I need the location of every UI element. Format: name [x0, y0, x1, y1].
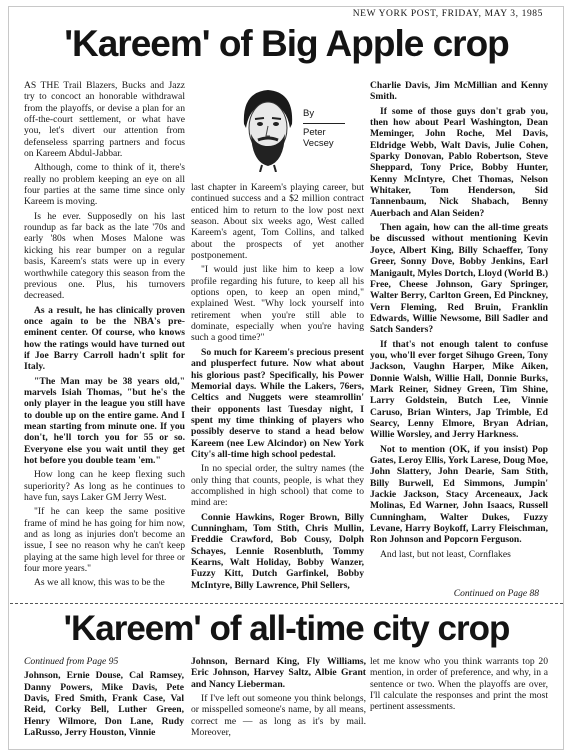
continuation-column-1 — [24, 656, 184, 741]
paragraph: As we all know, this was to be the — [34, 577, 165, 589]
continued-from-note: Continued from Page 95 — [24, 656, 119, 667]
paragraph: So much for Kareem's precious present and plusperfect future. Now what about his glorious past? Specifically, his Power Memorial days. While the Lakers, 76ers, Celtics and Nuggets were steamrollin' their opponents last Tuesday night, I spent my time thinking of players who possibly deserve to stand a head below Kareem (nee Lew Alcindor) on New York City's all-time high school pedestal. — [191, 346, 364, 460]
paragraph: If I've left out someone you think belongs, or misspelled someone's name, by all means, correct me — as long as it's by mail. Moreover, — [191, 693, 366, 739]
byline — [303, 108, 345, 150]
paragraph: "If he can keep the same positive frame of mind he has going for him now, and as long as injuries don't become an issue, I see no reason why he can't keep playing at the same high level for three or four more years." — [24, 506, 185, 575]
paragraph: As a result, he has clinically proven once again to be the NBA's pre-eminent center. Of course, who knows how the ratings would have turned out if Joe Barry Carroll hadn't split for Italy. — [24, 304, 185, 373]
article-column-2 — [191, 182, 364, 594]
paragraph: last chapter in Kareem's playing career, but continued success and a $2 million contract enticed him to return to the low post next season. About six weeks ago, West called Kareem's agent, Tom Collins, and talked about the prospects of yet another postponement. — [191, 182, 364, 262]
paragraph: "The Man may be 38 years old," marvels Isiah Thomas, "but he's the only player in the league you still have to double up on the entire game. And I mean starting from minute one. If you don't, he'll torch you for 55 or so. Everyone else you wait until they get hot before you double team 'em." — [24, 375, 185, 466]
continuation-column-2 — [191, 656, 366, 741]
paragraph: Although, come to think of it, there's really no problem keeping an eye on all four parties at the same time since only Kareem is moving. — [24, 162, 185, 208]
article-column-1 — [24, 80, 185, 592]
byline-first-name: Peter — [303, 126, 326, 138]
paragraph: Johnson, Ernie Douse, Cal Ramsey, Danny Powers, Mike Davis, Pete Davis, Fred Smith, Frank Case, Val Reid, Corky Bell, Luther Green, Henry Wilmore, Don Lane, Rudy LaRusso, Jerry Houston, Vinnie — [24, 670, 184, 739]
headline: 'Kareem' of Big Apple crop — [64, 23, 509, 64]
article-column-3 — [370, 80, 548, 563]
paragraph: AS THE Trail Blazers, Bucks and Jazz try to concoct an honorable withdrawal from the playoffs, or devise a plan for an off-the-court settlement, or what have you, let's divert our attention from defenseless sparring partners and focus on Kareem Abdul-Jabbar. — [24, 80, 185, 160]
paragraph: How long can he keep flexing such superiority? As long as he continues to have fun, says Laker GM Jerry West. — [24, 469, 185, 504]
byline-last-name: Vecsey — [303, 138, 334, 149]
paragraph: Not to mention (OK, if you insist) Pop Gates, Leroy Ellis, York Larese, Doug Moe, John Slattery, John Dearie, Sam Stith, Billy Burwell, Ed Simmons, Jumpin' Jackie Jackson, Stacy Arceneaux, Jack Molinas, Ed Warner, John Isaacs, Russell Cunningham, Walter Dukes, Fuzzy Levane, Harry Boykoff, Larry Fleischman, Ron Johnson and Popcorn Ferguson. — [370, 443, 548, 546]
byline-rule — [303, 123, 345, 124]
paragraph: In no special order, the sultry names (the only thing that counts, people, is what they accomplished in high school) that come to mind are: — [191, 463, 364, 509]
continued-on-note: Continued on Page 88 — [453, 589, 539, 599]
paragraph: And last, but not least, Cornflakes — [380, 548, 511, 560]
paragraph: Johnson, Bernard King, Fly Williams, Eric Johnson, Harvey Saltz, Albie Grant and Nancy Lieberman. — [191, 656, 366, 690]
paragraph: If some of those guys don't grab you, then how about Pearl Washington, Dean Meminger, John Roche, Mel Davis, Eldridge Webb, Walt Davis, Julie Cohen, Sparky Donovan, Pablo Robertson, Steve Sheppard, Tony Price, Bobby Hunter, Kenny McIntyre, Chet Thomas, Nelson Whitaker, Tom Henderson, Sid Tannenbaum, Nick Shabach, Benny Auerbach and Alan Seiden? — [370, 105, 548, 219]
continuation-headline: 'Kareem' of all-time city crop — [63, 609, 510, 648]
paragraph: let me know who you think warrants top 20 mention, in order of preference, and why, in a sentence or two. When the playoffs are over, I'll calculate the responses and print the most pertinent assessments. — [370, 656, 548, 713]
paragraph: Charlie Davis, Jim McMillian and Kenny Smith. — [370, 80, 548, 103]
dateline: NEW YORK POST, FRIDAY, MAY 3, 1985 — [352, 9, 543, 19]
paragraph: Is he ever. Supposedly on his last roundup as far back as the late '70s and early '80s when Moses Malone was kicking his rear bumper on a regular basis, Kareem's stats were up in every worthwhile category this season from the previous one. Plus, his turnovers decreased. — [24, 210, 185, 302]
columnist-portrait — [238, 84, 298, 172]
paragraph: Connie Hawkins, Roger Brown, Billy Cunningham, Tom Stith, Chris Mullin, Freddie Crawford, Bob Cousy, Dolph Schayes, Lennie Rosenbluth, Tommy Kearns, Walt Holiday, Bobby Wanzer, Fuzzy Kitt, Dutch Garfinkel, Bobby McIntyre, Billy Lawrence, Phil Sellers, — [191, 511, 364, 591]
paragraph: Then again, how can the all-time greats be discussed without mentioning Kevin Joyce, Albert King, Billy Schaeffer, Tony Greer, Sonny Dove, Bobby Jenkins, Earl Manigault, Myles Dortch, Lloyd (World B.) Free, Cheese Johnson, Gary Springer, Walter Berry, Carlton Green, Ed Pinckney, Vern Fleming, Red Bruin, Franklin Edwards, Willie Newsome, Bill Sadler and Satch Sanders? — [370, 222, 549, 336]
continuation-column-3 — [370, 656, 548, 716]
clipping-divider — [10, 603, 563, 604]
byline-prefix: By — [303, 108, 315, 119]
paragraph: "I would just like him to keep a low profile regarding his future, to keep all his options open, to keep an open mind," explained West. "Why lock yourself into retirement when you're still able to dominate, especially when you're having such a good time?" — [191, 264, 364, 344]
paragraph: If that's not enough talent to confuse you, who'll ever forget Sihugo Green, Tony Jackson, Vaughn Harper, Mike Aiken, Donnie Walsh, Willie Hall, Donnie Burks, Mark Reiner, Sidney Green, Tim Shine, Larry Goldstein, Butch Lee, Vinnie Caruso, Brian Winters, Jap Trimble, Ed Searcy, Lenny Elmore, Bryan Adrian, Willie Worsley, and Jerry Harkness. — [370, 338, 548, 441]
